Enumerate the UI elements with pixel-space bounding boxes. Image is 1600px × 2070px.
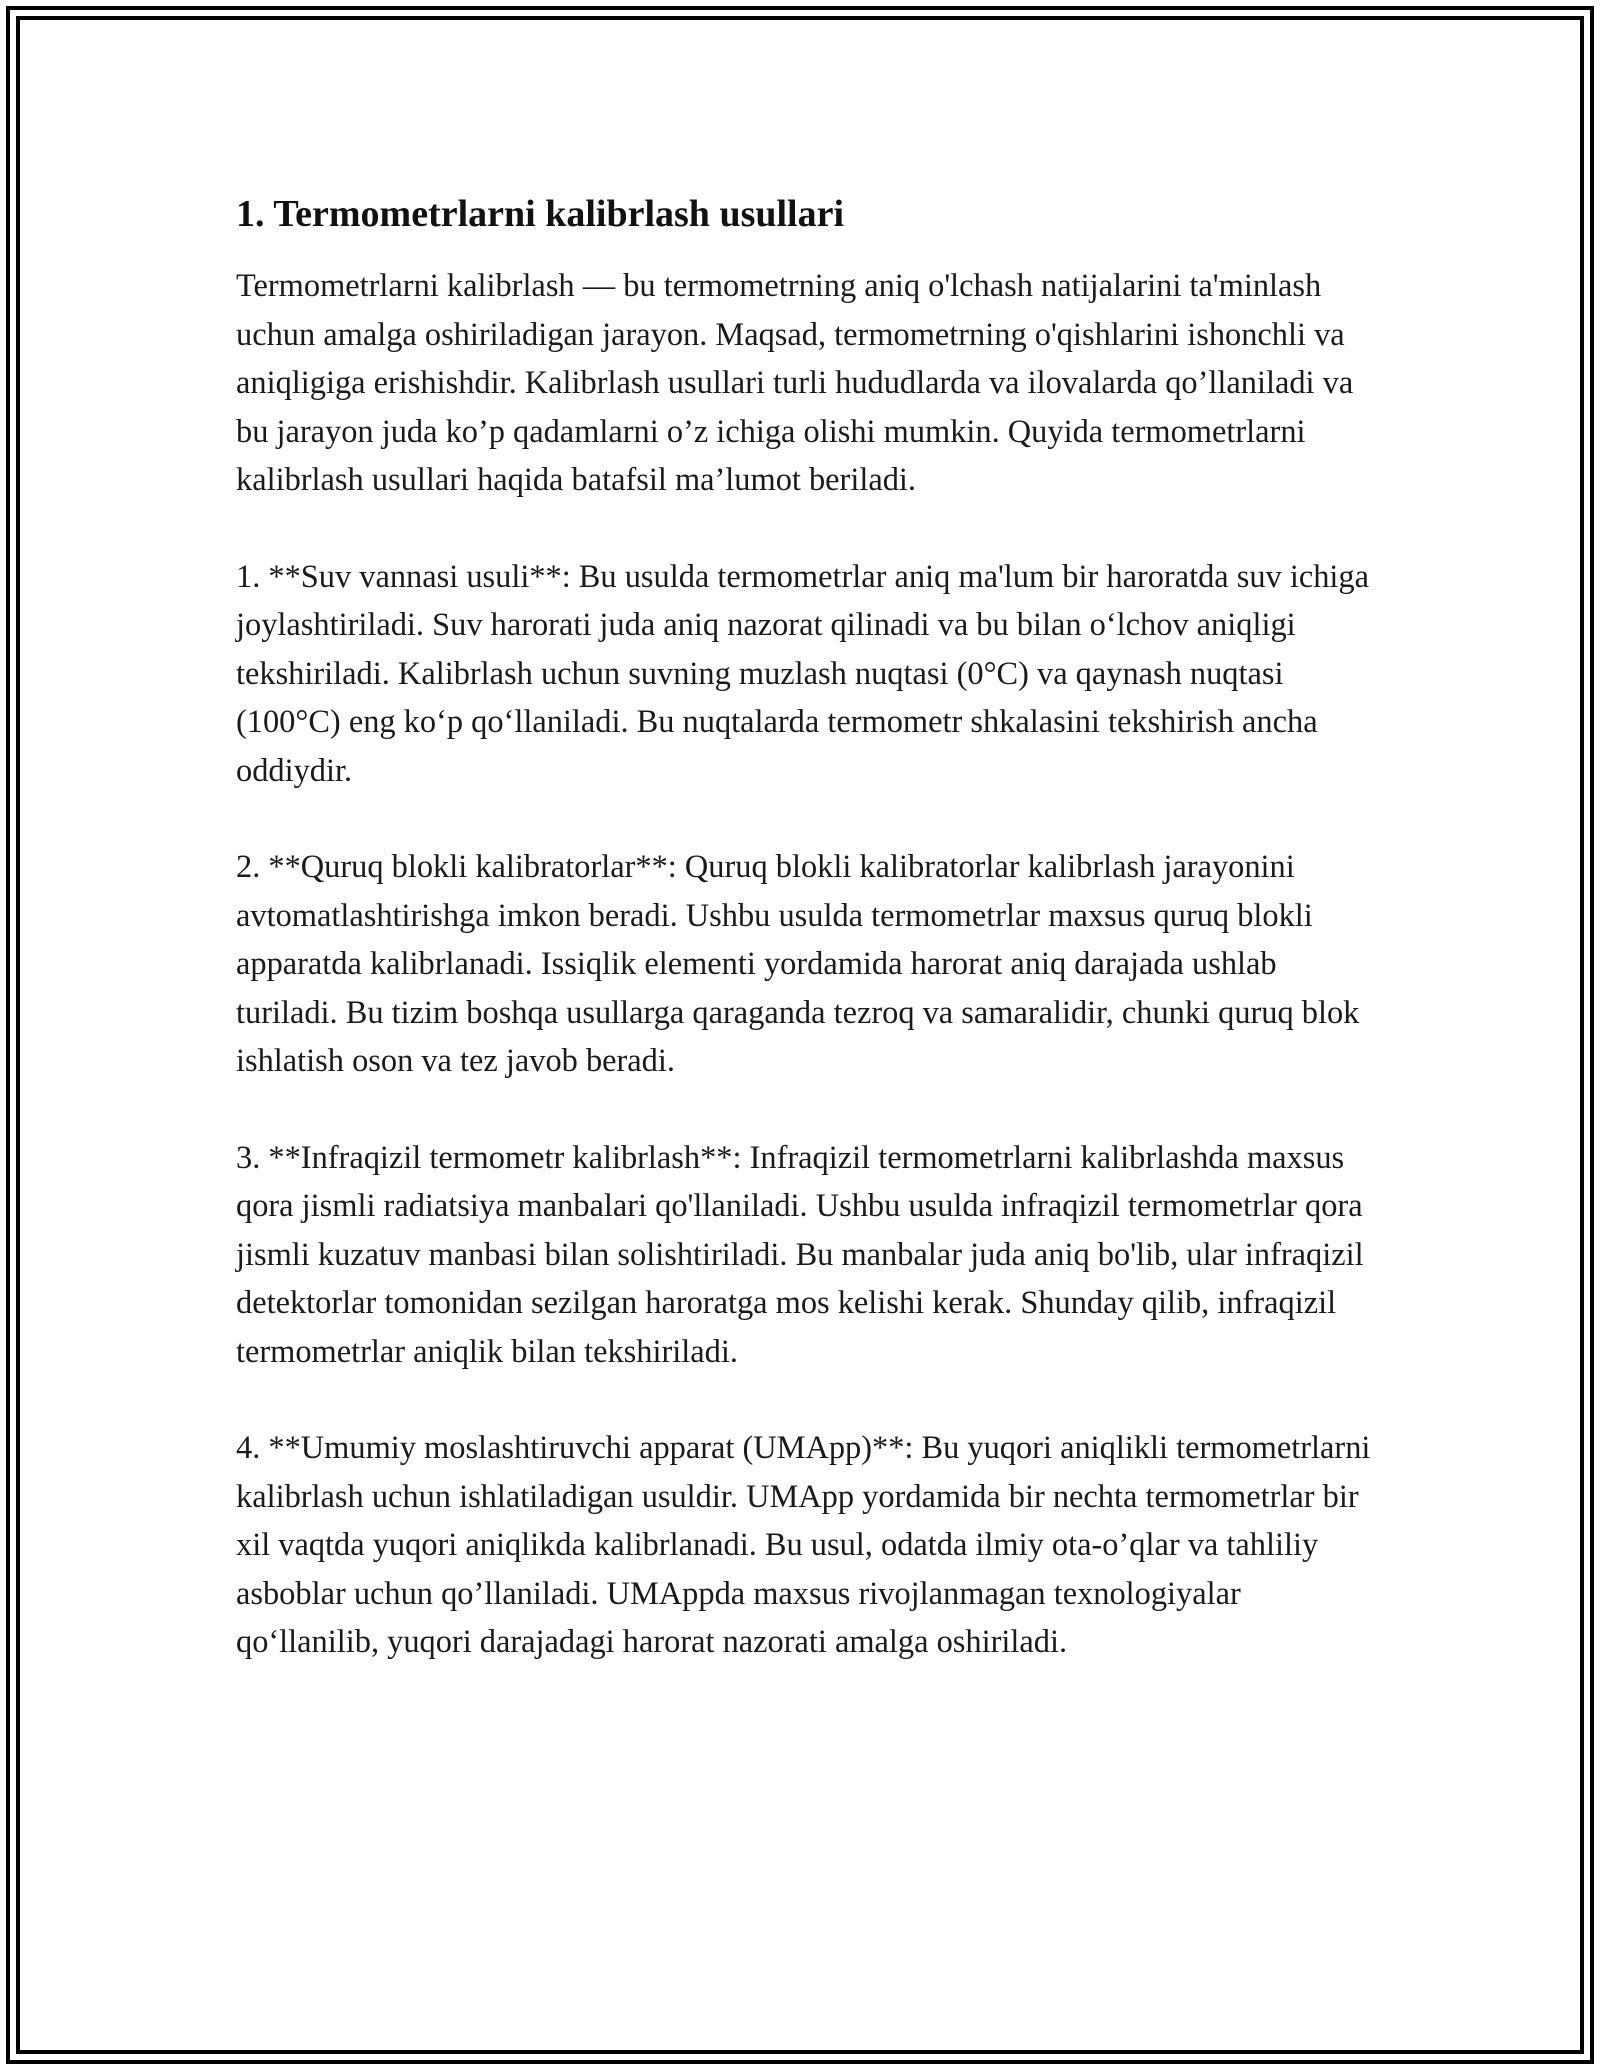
- document-body: [236, 186, 1376, 1715]
- method-dry-block-paragraph: 2. **Quruq blokli kalibratorlar**: Quruq blokli kalibratorlar kalibrlash jarayonini avtomatlashtirishga imkon beradi. Ushbu usulda termometrlar maxsus quruq blokli apparatda kalibrlanadi. Issiqlik elementi yordamida harorat aniq darajada ushlab turiladi. Bu tizim boshqa usullarga qaraganda tezroq va samaralidir, chunki quruq blok ishlatish oson va tez javob beradi.: [236, 849, 1360, 1079]
- method-water-bath-paragraph: 1. **Suv vannasi usuli**: Bu usulda termometrlar aniq ma'lum bir haroratda suv ichiga joylashtiriladi. Suv harorati juda aniq nazorat qilinadi va bu bilan o‘lchov aniqligi tekshiriladi. Kalibrlash uchun suvning muzlash nuqtasi (0°C) va qaynash nuqtasi (100°C) eng ko‘p qo‘llaniladi. Bu nuqtalarda termometr shkalasini tekshirish ancha oddiydir.: [236, 558, 1369, 789]
- intro-paragraph: Termometrlarni kalibrlash — bu termometrning aniq o'lchash natijalarini ta'minlash uchun amalga oshiriladigan jarayon. Maqsad, termometrning o'qishlarini ishonchli va aniqligiga erishishdir. Kalibrlash usullari turli hududlarda va ilovalarda qo’llaniladi va bu jarayon juda ko’p qadamlarni o’z ichiga olishi mumkin. Quyida termometrlarni kalibrlash usullari haqida batafsil ma’lumot beriladi.: [236, 268, 1354, 498]
- document-heading: 1. Termometrlarni kalibrlash usullari: [236, 193, 845, 235]
- method-umapp-paragraph: 4. **Umumiy moslashtiruvchi apparat (UMApp)**: Bu yuqori aniqlikli termometrlarni kalibrlash uchun ishlatiladigan usuldir. UMApp yordamida bir nechta termometrlar bir xil vaqtda yuqori aniqlikda kalibrlanadi. Bu usul, odatda ilmiy ota-o’qlar va tahliliy asboblar uchun qo’llaniladi. UMAppda maxsus rivojlanmagan texnologiyalar qo‘llanilib, yuqori darajadagi harorat nazorati amalga oshiriladi.: [236, 1430, 1371, 1660]
- method-infrared-paragraph: 3. **Infraqizil termometr kalibrlash**: Infraqizil termometrlarni kalibrlashda maxsus qora jismli radiatsiya manbalari qo'llaniladi. Ushbu usulda infraqizil termometrlar qora jismli kuzatuv manbasi bilan solishtiriladi. Bu manbalar juda aniq bo'lib, ular infraqizil detektorlar tomonidan sezilgan haroratga mos kelishi kerak. Shunday qilib, infraqizil termometrlar aniqlik bilan tekshiriladi.: [236, 1139, 1364, 1370]
